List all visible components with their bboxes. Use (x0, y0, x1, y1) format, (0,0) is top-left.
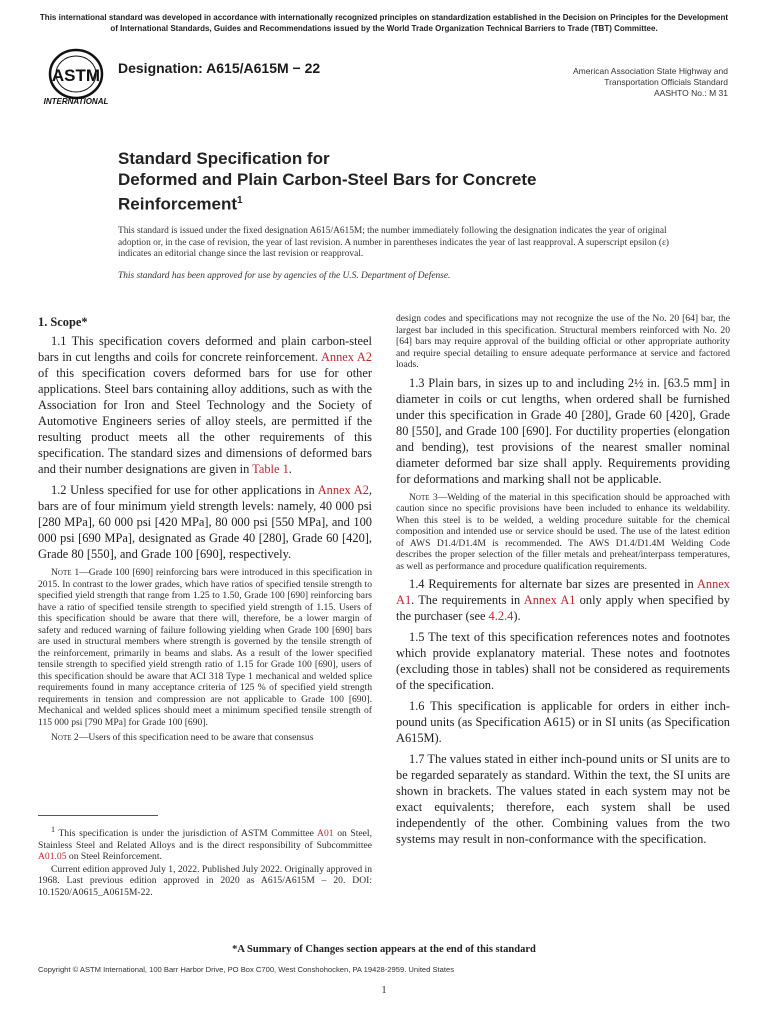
section-heading: 1. Scope* (38, 315, 88, 329)
section-4-2-4-link[interactable]: 4.2.4 (488, 609, 514, 623)
paragraph-1-4: 1.4 Requirements for alternate bar sizes are presented in Annex A1. The requirements in Annex A1 only apply when specified by the purchaser (see 4.2.4). (396, 577, 731, 623)
note-label: Note 1 (51, 567, 80, 578)
copyright: Copyright © ASTM International, 100 Barr Harbor Drive, PO Box C700, West Conshohocken, PA 19428-2959. United States (38, 965, 455, 974)
paragraph-1-1: 1.1 This specification covers deformed and plain carbon-steel bars in cut lengths and coils for concrete reinforcement. Annex A2 of this specification covers deformed bars for use for other applications. Steel bars containing alloy additions, such as with the Association for Iron and Steel Technology and the Society of Automotive Engineers series of alloy steels, are permitted if the resulting product meets all the other requirements of this specification. The standard sizes and dimensions of deformed bars and their number designations are given in Table 1. (38, 334, 373, 476)
page-number: 1 (381, 984, 387, 996)
annex-a2-link[interactable]: Annex A2 (320, 350, 373, 364)
designation: Designation: A615/A615M − 22 (118, 60, 321, 76)
title-footnote-mark: 1 (237, 195, 243, 206)
summary-of-changes-note: *A Summary of Changes section appears at the end of this standard (232, 944, 536, 955)
footnote-1: $^1$ This specification is under the jurisdiction of ASTM Committee A01 on Steel, Stainless Steel and Related Alloys and is the direct responsibility of Subcommittee A01.05 on Steel Reinforcement. (38, 825, 372, 863)
astm-logo-subtext: INTERNATIONAL (43, 97, 109, 106)
wto-notice: This international standard was developed in accordance with internationally recognized principles on standardization established in the Decision on Principles for the Development of International Standards, Guides and Recommendations issued by the World Trade Organization Technical Barriers to Trade (TBT) Committee. (39, 13, 729, 33)
left-column (38, 314, 372, 748)
aashto-line: Transportation Officials Standard (604, 77, 728, 87)
paragraph-1-3: 1.3 Plain bars, in sizes up to and including 2½ in. [63.5 mm] in diameter in coils or cut lengths, when ordered shall be furnished under this specification in Grade 40 [280], Grade 60 [420], Grade 80 [550], and Grade 100 [690]. For ductility properties (elongation and bending), test provisions of the nearest smaller nominal diameter deformed bar size shall apply. Requirements providing for deformations and marking shall not be applicable. (396, 375, 730, 486)
table-1-link[interactable]: Table 1 (252, 462, 289, 476)
dod-approval-note: This standard has been approved for use by agencies of the U.S. Department of Defense. (118, 271, 451, 281)
annex-a1-link[interactable]: Annex A1 (396, 577, 730, 607)
title-text: Reinforcement (118, 194, 238, 214)
note-label: Note 3 (409, 491, 438, 503)
document-title (118, 148, 678, 215)
paragraph-1-2: 1.2 Unless specified for use for other applications in Annex A2, bars are of four minimum yield strength levels: namely, 40 000 psi [280 MPa], 60 000 psi [420 MPa], 80 000 psi [550 MPa], and 100 000 psi [690 MPa], designated as Grade 40 [280], Grade 60 [420], Grade 80 [550], and Grade 100 [690], respectively. (38, 483, 372, 561)
issued-note: This standard is issued under the fixed designation A615/A615M; the number immediately following the designation indicates the year of original adoption or, in the case of revision, the year of last revision. A number in parentheses indicates the year of last reapproval. A superscript epsilon (ε) indicates an editorial change since the last revision or reapproval. (118, 226, 670, 259)
paragraph-1-5: 1.5 The text of this specification references notes and footnotes which provide explanatory material. These notes and footnotes (excluding those in tables) shall not be considered as requirements of the specification. (396, 630, 730, 692)
annex-a1-link[interactable]: Annex A1 (523, 593, 576, 607)
aashto-line: American Association State Highway and (573, 66, 728, 76)
note-2-continued: design codes and specifications may not recognize the use of the No. 20 [64] bar, the largest bar included in this specification. Structural members reinforced with No. 20 [64] bars may require approval of the building official or other appropriate authority and require special detailing to ensure adequate performance at service and factored loads. (396, 313, 730, 370)
astm-logo-text: ASTM (51, 66, 101, 85)
note-3: Note 3—Welding of the material in this specification should be approached with caution since no specific provisions have been included to enhance its weldability. When this steel is to be welded, a welding procedure suitable for the chemical composition and intended use or service should be used. The use of the latest edition of AWS D1.4/D1.4M is recommended. The AWS D1.4/D1.4M Welding Code describes the proper selection of the filler metals and preheat/interpass temperatures, as well as performance and procedure qualification requirements. (396, 491, 731, 572)
title-line: Standard Specification for (118, 149, 330, 168)
note-label: Note 2 (51, 732, 79, 743)
subcommittee-a01-05-link[interactable]: A01.05 (38, 851, 67, 863)
paragraph-1-6: 1.6 This specification is applicable for orders in either inch-pound units (as Specification A615) or in SI units (as Specification A615M). (396, 699, 730, 745)
title-line (118, 190, 678, 215)
title-line: Deformed and Plain Carbon-Steel Bars for Concrete (118, 170, 537, 189)
right-column (396, 313, 730, 852)
aashto-block (508, 66, 728, 99)
footnote-divider (38, 815, 158, 816)
footnote-edition: Current edition approved July 1, 2022. Published July 2022. Originally approved in 1968. Last previous edition approved in 2020 as A615/A615M – 20. DOI: 10.1520/A0615_A0615M-22. (38, 863, 372, 898)
aashto-number: AASHTO No.: M 31 (653, 88, 728, 98)
committee-a01-link[interactable]: A01 (317, 828, 334, 840)
paragraph-1-7: 1.7 The values stated in either inch-pound units or SI units are to be regarded separately as standard. Within the text, the SI units are shown in brackets. The values stated in each system may not be exact equivalents; therefore, each system shall be used independently of the other. Combining values from the two systems may result in non-conformance with the specification. (396, 752, 730, 846)
note-2-start: Note 2—Users of this specification need to be aware that consensus (51, 732, 314, 743)
annex-a2-link[interactable]: Annex A2 (317, 483, 369, 497)
footnotes (38, 824, 372, 899)
note-1: Note 1—Grade 100 [690] reinforcing bars were introduced in this specification in 2015. In contrast to the lower grades, which have ratios of specified tensile strength to specified yield strength that range from 1.25 to 1.50, Grade 100 [690] reinforcing bars have a ratio of specified tensile strength to specified yield strength of 1.15. Users of this specification should be aware that there will, therefore, be a lower margin of safety and reduced warning of failure following yielding when Grade 100 [690] bars are used in structural members where strength is governed by the tensile strength of the reinforcement, primarily in beams and slabs. As a result of the lower specified tensile strength to specified yield strength ratio of 1.15 for Grade 100 [690], users of this specification should be aware that ACI 318 Type 1 mechanical and welded splice requirements found in many acceptance criteria of 125 % of specified yield strength requirements in tension and compression are not applicable to Grade 100 [690]. Mechanical and welded splices should meet a minimum specified tensile strength of 115 000 psi [790 MPa] for Grade 100 [690]. (38, 567, 372, 728)
